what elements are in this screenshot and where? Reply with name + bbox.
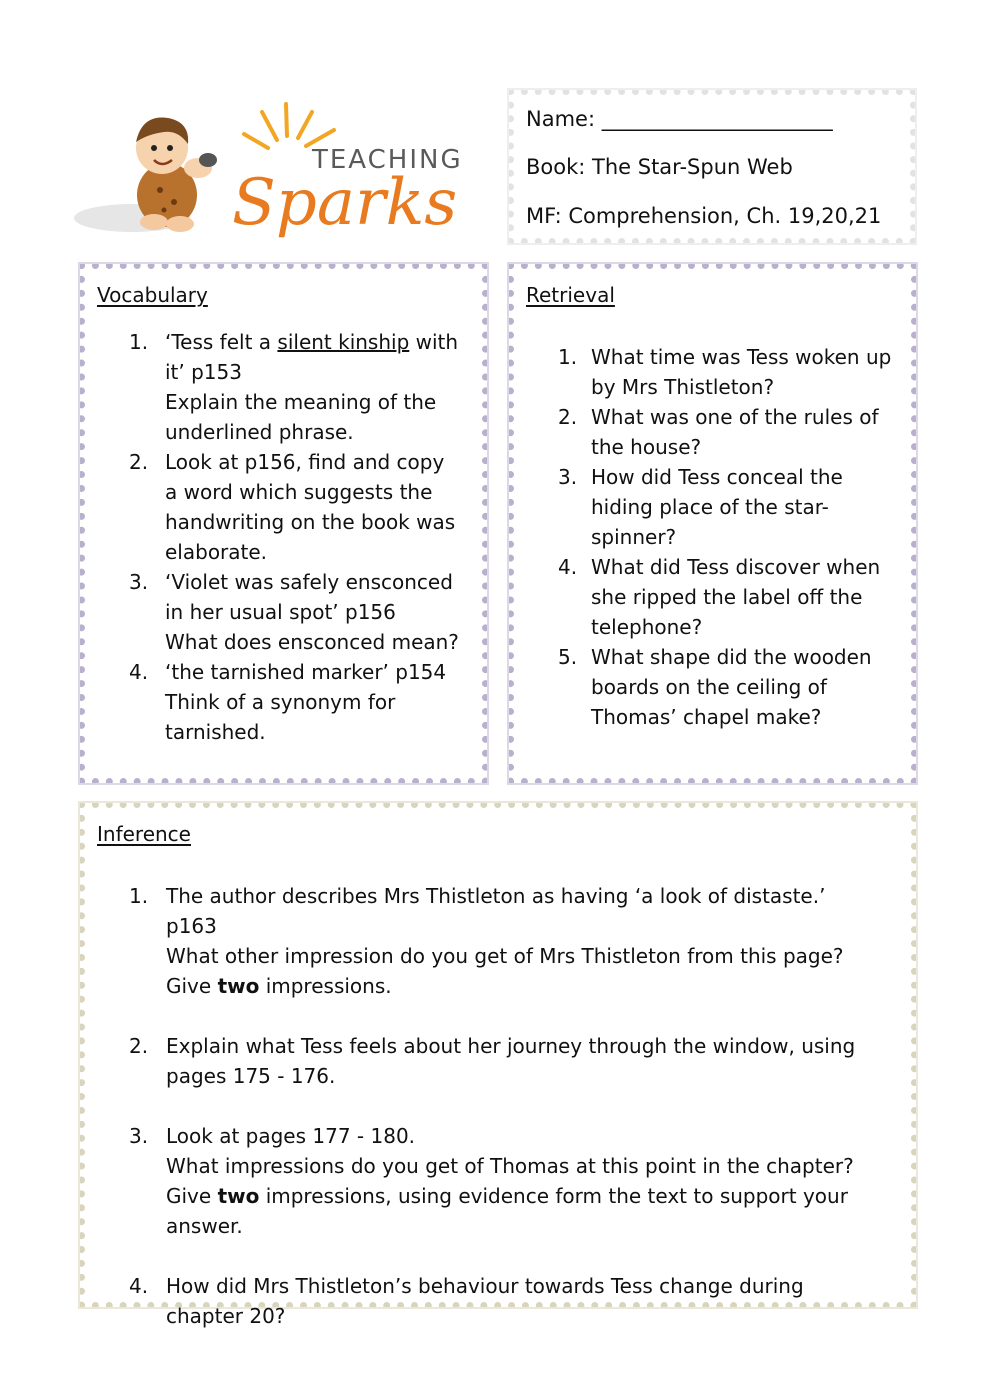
retrieval-box (507, 262, 918, 785)
list-item: 5. What shape did the wooden boards on the ceiling of Thomas’ chapel make? (558, 645, 872, 729)
list-item: 1. What time was Tess woken up by Mrs Thistleton? (558, 345, 892, 399)
underlined-phrase: silent kinship (277, 330, 410, 354)
caveman-mascot-icon (72, 90, 472, 250)
retrieval-heading: Retrieval (526, 283, 615, 307)
name-label: Name: (526, 107, 596, 131)
name-line[interactable] (526, 107, 833, 131)
list-item: 2. Explain what Tess feels about her journey through the window, using pages 175 - 176. (129, 1034, 856, 1088)
list-item: 3. ‘Violet was safely ensconced in her usual spot’ p156 What does ensconced mean? (129, 570, 459, 654)
book-title: Book: The Star-Spun Web (526, 155, 793, 179)
list-item: 3. Look at pages 177 - 180. What impressions do you get of Thomas at this point in the chapter? Give two impressions, using evidence form the text to support your answer. (129, 1124, 854, 1238)
list-item: 4. ‘the tarnished marker’ p154 Think of a synonym for tarnished. (129, 660, 447, 744)
name-book-box (507, 88, 917, 245)
list-item: 1. The author describes Mrs Thistleton as having ‘a look of distaste.’ p163 What other impression do you get of Mrs Thistleton from this page? Give two impressions. (129, 884, 844, 998)
vocabulary-box (78, 262, 489, 785)
vocabulary-list (129, 327, 459, 747)
logo-line2: Sparks (232, 166, 458, 240)
inference-heading: Inference (97, 822, 191, 846)
list-item: 3. How did Tess conceal the hiding place of the star-spinner? (558, 465, 843, 549)
list-item: 2. Look at p156, find and copy a word which suggests the handwriting on the book was elaborate. (129, 450, 456, 564)
inference-list (129, 881, 869, 1331)
list-item: 4. How did Mrs Thistleton’s behaviour towards Tess change during chapter 20? (129, 1274, 804, 1328)
list-item: 2. What was one of the rules of the house? (558, 405, 879, 459)
teaching-sparks-logo (72, 90, 472, 250)
list-item: 4. What did Tess discover when she ripped the label off the telephone? (558, 555, 881, 639)
vocabulary-heading: Vocabulary (97, 283, 208, 307)
name-blank[interactable]: ______________________ (601, 107, 833, 131)
logo-line1: TEACHING (312, 145, 463, 175)
retrieval-list (558, 342, 908, 732)
focus-chapters: MF: Comprehension, Ch. 19,20,21 (526, 204, 882, 228)
list-item: 1. ‘Tess felt a silent kinship with it’ p153 Explain the meaning of the underlined phrase. (129, 330, 459, 444)
inference-box (78, 801, 918, 1328)
